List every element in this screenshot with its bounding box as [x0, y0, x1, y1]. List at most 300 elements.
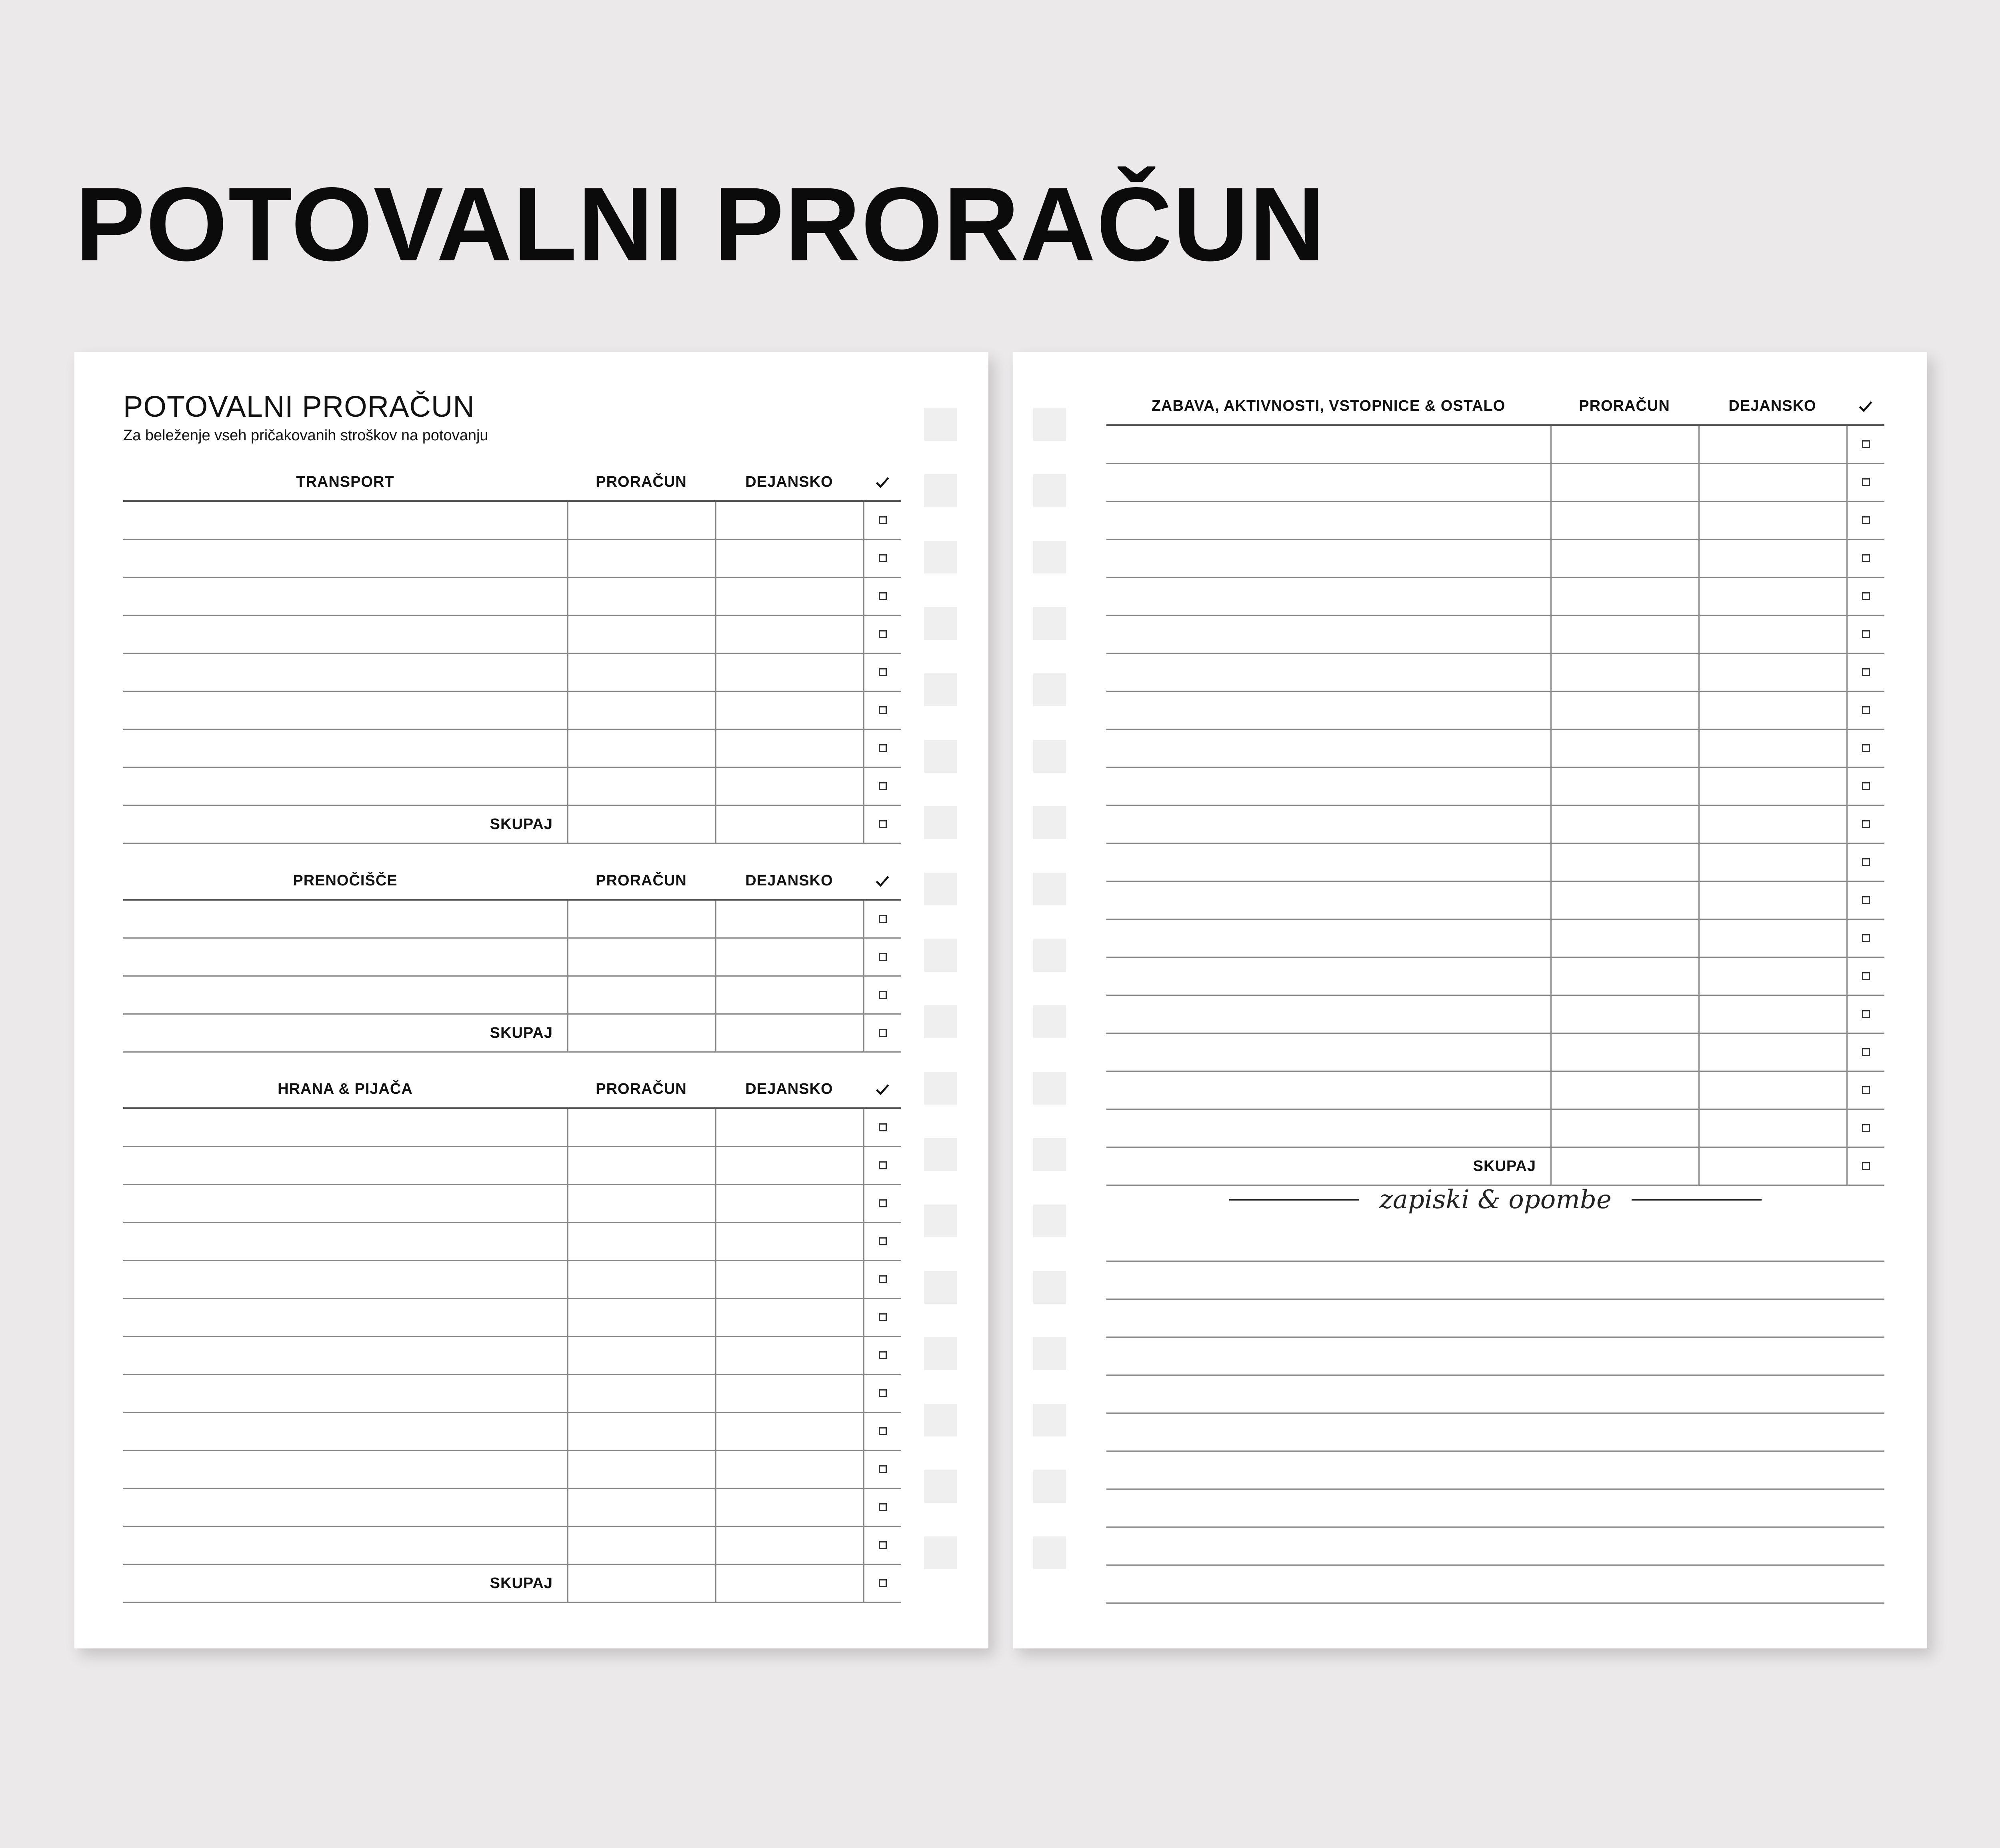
note-line[interactable]: [1106, 1566, 1884, 1604]
budget-field[interactable]: [567, 540, 715, 577]
checkbox[interactable]: [879, 516, 887, 524]
item-field[interactable]: [1106, 806, 1550, 843]
checkbox[interactable]: [1862, 630, 1870, 638]
item-field[interactable]: [123, 939, 567, 975]
checkbox[interactable]: [879, 782, 887, 790]
checkbox[interactable]: [1862, 972, 1870, 980]
budget-field[interactable]: [1550, 654, 1698, 691]
check-column-header: [1846, 388, 1884, 424]
item-field[interactable]: [123, 616, 567, 653]
actual-field[interactable]: [715, 1109, 863, 1146]
checkbox[interactable]: [879, 1579, 887, 1587]
budget-field[interactable]: [1550, 882, 1698, 919]
punch-hole: [1033, 408, 1066, 441]
budget-field[interactable]: [1550, 768, 1698, 805]
note-line[interactable]: [1106, 1300, 1884, 1338]
budget-field[interactable]: [567, 1223, 715, 1260]
total-row: [123, 1015, 901, 1053]
actual-field[interactable]: [715, 1413, 863, 1450]
budget-field[interactable]: [567, 1109, 715, 1146]
note-line[interactable]: [1106, 1224, 1884, 1262]
checkbox-cell: [1846, 1110, 1884, 1147]
checkbox-cell: [863, 616, 901, 653]
checkbox[interactable]: [1862, 554, 1870, 562]
checkbox[interactable]: [879, 915, 887, 923]
punch-hole: [924, 1005, 957, 1038]
table-row: [123, 502, 901, 540]
budget-field[interactable]: [1550, 616, 1698, 653]
actual-field[interactable]: [715, 901, 863, 937]
item-field[interactable]: [1106, 616, 1550, 653]
item-field[interactable]: [1106, 920, 1550, 957]
budget-field[interactable]: [1550, 1110, 1698, 1147]
punch-hole-column: [924, 408, 957, 1603]
transport-table: [123, 464, 901, 844]
budget-field[interactable]: [567, 1489, 715, 1526]
table-row: [123, 1527, 901, 1565]
budget-field[interactable]: [567, 692, 715, 729]
budget-field[interactable]: [567, 1185, 715, 1222]
table-row: [123, 1337, 901, 1375]
total-row: [123, 1565, 901, 1603]
checkbox-cell: [863, 1451, 901, 1488]
actual-field[interactable]: [715, 616, 863, 653]
note-line[interactable]: [1106, 1376, 1884, 1414]
checkbox-cell: [1846, 806, 1884, 843]
checkbox-cell: [863, 730, 901, 767]
table-row: [1106, 1110, 1884, 1148]
checkbox[interactable]: [1862, 706, 1870, 714]
actual-field[interactable]: [715, 1451, 863, 1488]
budget-field[interactable]: [1550, 958, 1698, 995]
checkbox-cell: [1846, 464, 1884, 501]
budget-field[interactable]: [1550, 1072, 1698, 1109]
checkbox-cell: [863, 806, 901, 843]
budget-field[interactable]: [567, 977, 715, 1013]
item-field[interactable]: [123, 730, 567, 767]
punch-hole: [924, 806, 957, 839]
notes-label: zapiski & opombe: [1379, 1185, 1612, 1215]
actual-field[interactable]: [1698, 464, 1846, 501]
item-field[interactable]: [123, 977, 567, 1013]
punch-hole: [1033, 607, 1066, 640]
item-field[interactable]: [123, 1451, 567, 1488]
table-row: [123, 1185, 901, 1223]
table-row: [1106, 502, 1884, 540]
budget-total-field[interactable]: [567, 1015, 715, 1051]
item-field[interactable]: [123, 1223, 567, 1260]
budget-field[interactable]: [1550, 844, 1698, 881]
actual-total-field[interactable]: [715, 1565, 863, 1602]
checkbox-cell: [863, 1527, 901, 1564]
actual-field[interactable]: [715, 939, 863, 975]
item-field[interactable]: [123, 768, 567, 805]
section-label: HRANA & PIJAČA: [278, 1081, 413, 1097]
table-row: [123, 1451, 901, 1489]
checkbox-cell: [863, 1223, 901, 1260]
item-field[interactable]: [1106, 882, 1550, 919]
checkbox[interactable]: [879, 668, 887, 676]
note-line[interactable]: [1106, 1338, 1884, 1376]
sheet-title: POTOVALNI PRORAČUN: [123, 390, 475, 423]
checkbox-cell: [863, 1565, 901, 1602]
item-field[interactable]: [1106, 958, 1550, 995]
checkbox-cell: [863, 939, 901, 975]
item-field[interactable]: [1106, 502, 1550, 539]
item-field[interactable]: [1106, 1110, 1550, 1147]
item-field[interactable]: [1106, 730, 1550, 767]
checkbox-cell: [863, 768, 901, 805]
punch-hole: [924, 541, 957, 573]
checkbox-cell: [1846, 426, 1884, 463]
accommodation-table: [123, 863, 901, 1053]
budget-field[interactable]: [1550, 692, 1698, 729]
item-field[interactable]: [123, 1147, 567, 1184]
item-field[interactable]: [123, 1299, 567, 1336]
table-row: [123, 1413, 901, 1451]
checkbox-cell: [863, 977, 901, 1013]
checkbox[interactable]: [1862, 1010, 1870, 1018]
checkbox[interactable]: [879, 744, 887, 752]
checkbox[interactable]: [1862, 668, 1870, 676]
item-field[interactable]: [1106, 426, 1550, 463]
actual-field[interactable]: [715, 1337, 863, 1374]
actual-field[interactable]: [715, 502, 863, 539]
table-row: [1106, 844, 1884, 882]
budget-field[interactable]: [567, 730, 715, 767]
punch-hole: [924, 474, 957, 507]
hero-title: POTOVALNI PRORAČUN: [75, 166, 1326, 283]
item-field[interactable]: [1106, 1034, 1550, 1071]
checkbox-cell: [863, 1147, 901, 1184]
section-label: PRENOČIŠČE: [293, 872, 398, 889]
actual-field[interactable]: [1698, 806, 1846, 843]
checkbox-cell: [1846, 1034, 1884, 1071]
budget-field[interactable]: [1550, 920, 1698, 957]
budget-field[interactable]: [567, 1337, 715, 1374]
checkbox-cell: [863, 692, 901, 729]
checkbox[interactable]: [1862, 440, 1870, 448]
table-row: [1106, 654, 1884, 692]
budget-field[interactable]: [567, 502, 715, 539]
actual-field[interactable]: [1698, 882, 1846, 919]
right-page: [1013, 352, 1927, 1648]
actual-field[interactable]: [715, 768, 863, 805]
budget-field[interactable]: [1550, 578, 1698, 615]
table-row: [123, 692, 901, 730]
budget-field[interactable]: [1550, 502, 1698, 539]
item-field[interactable]: [1106, 996, 1550, 1033]
check-icon: [874, 1081, 891, 1098]
item-field[interactable]: [123, 1109, 567, 1146]
budget-field[interactable]: [567, 1299, 715, 1336]
item-field[interactable]: [123, 1413, 567, 1450]
note-line[interactable]: [1106, 1528, 1884, 1566]
budget-field[interactable]: [567, 578, 715, 615]
table-row: [1106, 996, 1884, 1034]
checkbox[interactable]: [1862, 516, 1870, 524]
punch-hole: [1033, 1271, 1066, 1304]
actual-column-header: DEJANSKO: [745, 1081, 833, 1097]
item-field[interactable]: [123, 654, 567, 691]
actual-field[interactable]: [1698, 730, 1846, 767]
checkbox-cell: [863, 540, 901, 577]
budget-field[interactable]: [567, 1261, 715, 1298]
checkbox[interactable]: [879, 1503, 887, 1511]
actual-field[interactable]: [715, 692, 863, 729]
checkbox[interactable]: [1862, 478, 1870, 486]
note-line[interactable]: [1106, 1490, 1884, 1528]
checkbox[interactable]: [1862, 1048, 1870, 1056]
checkbox[interactable]: [1862, 1124, 1870, 1132]
item-field[interactable]: [1106, 692, 1550, 729]
checkbox-cell: [1846, 654, 1884, 691]
total-row: [123, 806, 901, 844]
checkbox[interactable]: [1862, 896, 1870, 904]
punch-hole: [1033, 1470, 1066, 1503]
item-field[interactable]: [123, 1527, 567, 1564]
budget-field[interactable]: [567, 1527, 715, 1564]
item-field[interactable]: [1106, 844, 1550, 881]
punch-hole: [1033, 541, 1066, 573]
checkbox[interactable]: [879, 1389, 887, 1397]
notes-lines: [1106, 1224, 1884, 1604]
punch-hole: [924, 1205, 957, 1237]
item-field[interactable]: [1106, 540, 1550, 577]
checkbox[interactable]: [879, 630, 887, 638]
checkbox[interactable]: [1862, 820, 1870, 828]
checkbox-cell: [1846, 996, 1884, 1033]
checkbox-cell: [1846, 882, 1884, 919]
table-row: [1106, 1034, 1884, 1072]
note-line[interactable]: [1106, 1414, 1884, 1452]
actual-field[interactable]: [1698, 616, 1846, 653]
checkbox-cell: [1846, 616, 1884, 653]
budget-field[interactable]: [1550, 996, 1698, 1033]
item-field[interactable]: [123, 692, 567, 729]
actual-field[interactable]: [715, 1147, 863, 1184]
total-label: SKUPAJ: [490, 815, 553, 833]
punch-hole: [1033, 939, 1066, 972]
budget-field[interactable]: [567, 1147, 715, 1184]
checkbox[interactable]: [879, 1541, 887, 1549]
sheet-subtitle: Za beleženje vseh pričakovanih stroškov na potovanju: [123, 427, 488, 444]
actual-field[interactable]: [1698, 654, 1846, 691]
actual-field[interactable]: [1698, 1034, 1846, 1071]
checkbox[interactable]: [879, 953, 887, 961]
budget-total-field[interactable]: [567, 1565, 715, 1602]
table-row: [123, 1147, 901, 1185]
punch-hole: [924, 1404, 957, 1436]
actual-field[interactable]: [1698, 1072, 1846, 1109]
actual-field[interactable]: [1698, 502, 1846, 539]
punch-hole: [1033, 1072, 1066, 1105]
table-row: [123, 1109, 901, 1147]
checkbox-cell: [1846, 1072, 1884, 1109]
actual-field[interactable]: [715, 1527, 863, 1564]
actual-field[interactable]: [1698, 958, 1846, 995]
section-label: ZABAVA, AKTIVNOSTI, VSTOPNICE & OSTALO: [1151, 398, 1506, 414]
table-row: [1106, 730, 1884, 768]
actual-field[interactable]: [715, 654, 863, 691]
table-row: [1106, 1072, 1884, 1110]
checkbox[interactable]: [879, 1465, 887, 1473]
checkbox[interactable]: [879, 1427, 887, 1435]
actual-field[interactable]: [1698, 578, 1846, 615]
actual-field[interactable]: [715, 730, 863, 767]
checkbox[interactable]: [879, 1237, 887, 1245]
item-field[interactable]: [123, 1375, 567, 1412]
budget-field[interactable]: [567, 901, 715, 937]
checkbox-cell: [863, 1489, 901, 1526]
checkbox[interactable]: [1862, 934, 1870, 942]
punch-hole: [1033, 673, 1066, 706]
item-field[interactable]: [123, 578, 567, 615]
punch-hole: [1033, 1005, 1066, 1038]
actual-total-field[interactable]: [715, 806, 863, 843]
actual-field[interactable]: [715, 540, 863, 577]
checkbox[interactable]: [879, 820, 887, 828]
punch-hole: [1033, 474, 1066, 507]
checkbox-cell: [1846, 958, 1884, 995]
notes-header: [1106, 1176, 1884, 1224]
checkbox-cell: [863, 1337, 901, 1374]
note-line[interactable]: [1106, 1452, 1884, 1490]
actual-field[interactable]: [715, 1261, 863, 1298]
budget-field[interactable]: [567, 654, 715, 691]
table-header: [1106, 388, 1884, 426]
checkbox[interactable]: [879, 1161, 887, 1169]
checkbox-cell: [1846, 692, 1884, 729]
item-field[interactable]: [1106, 768, 1550, 805]
punch-hole: [1033, 740, 1066, 773]
actual-total-field[interactable]: [715, 1015, 863, 1051]
budget-field[interactable]: [1550, 1034, 1698, 1071]
budget-field[interactable]: [567, 768, 715, 805]
checkbox[interactable]: [1862, 858, 1870, 866]
table-row: [123, 939, 901, 977]
checkbox[interactable]: [1862, 592, 1870, 600]
checkbox[interactable]: [879, 1351, 887, 1359]
check-icon: [874, 473, 891, 491]
actual-field[interactable]: [715, 1223, 863, 1260]
checkbox[interactable]: [879, 1029, 887, 1037]
punch-hole: [1033, 873, 1066, 905]
budget-column-header: PRORAČUN: [596, 473, 687, 490]
actual-field[interactable]: [715, 1375, 863, 1412]
item-field[interactable]: [123, 1489, 567, 1526]
actual-field[interactable]: [715, 1489, 863, 1526]
budget-field[interactable]: [567, 1451, 715, 1488]
item-field[interactable]: [1106, 464, 1550, 501]
item-field[interactable]: [123, 502, 567, 539]
actual-field[interactable]: [1698, 1110, 1846, 1147]
budget-field[interactable]: [1550, 806, 1698, 843]
punch-hole: [924, 1271, 957, 1304]
checkbox-cell: [863, 1109, 901, 1146]
actual-field[interactable]: [715, 578, 863, 615]
checkbox[interactable]: [879, 991, 887, 999]
budget-field[interactable]: [1550, 730, 1698, 767]
item-field[interactable]: [123, 1261, 567, 1298]
checkbox-cell: [863, 1375, 901, 1412]
checkbox[interactable]: [879, 1313, 887, 1321]
checkbox[interactable]: [879, 554, 887, 562]
table-row: [1106, 426, 1884, 464]
budget-field[interactable]: [567, 939, 715, 975]
actual-field[interactable]: [715, 1185, 863, 1222]
item-field[interactable]: [1106, 578, 1550, 615]
check-column-header: [863, 1071, 901, 1107]
table-row: [123, 654, 901, 692]
notes-section: [1106, 1176, 1884, 1604]
table-row: [123, 540, 901, 578]
actual-field[interactable]: [1698, 920, 1846, 957]
budget-total-field[interactable]: [567, 806, 715, 843]
budget-field[interactable]: [567, 1375, 715, 1412]
checkbox-cell: [1846, 502, 1884, 539]
table-row: [123, 1375, 901, 1413]
actual-field[interactable]: [1698, 426, 1846, 463]
checkbox[interactable]: [879, 592, 887, 600]
checkbox[interactable]: [1862, 1086, 1870, 1094]
actual-field[interactable]: [1698, 540, 1846, 577]
table-row: [1106, 958, 1884, 996]
table-row: [1106, 578, 1884, 616]
budget-field[interactable]: [1550, 464, 1698, 501]
actual-field[interactable]: [1698, 692, 1846, 729]
item-field[interactable]: [123, 1337, 567, 1374]
item-field[interactable]: [1106, 1072, 1550, 1109]
actual-field[interactable]: [1698, 768, 1846, 805]
checkbox[interactable]: [879, 1275, 887, 1283]
budget-field[interactable]: [1550, 426, 1698, 463]
food-table: [123, 1071, 901, 1603]
note-line[interactable]: [1106, 1262, 1884, 1300]
item-field[interactable]: [1106, 654, 1550, 691]
checkbox[interactable]: [879, 1199, 887, 1207]
actual-field[interactable]: [715, 1299, 863, 1336]
checkbox[interactable]: [879, 706, 887, 714]
punch-hole: [1033, 806, 1066, 839]
actual-field[interactable]: [1698, 844, 1846, 881]
checkbox[interactable]: [1862, 782, 1870, 790]
punch-hole: [924, 1337, 957, 1370]
table-header: [123, 863, 901, 901]
checkbox-cell: [863, 578, 901, 615]
punch-hole: [924, 939, 957, 972]
budget-field[interactable]: [1550, 540, 1698, 577]
checkbox[interactable]: [1862, 744, 1870, 752]
entertainment-table: [1106, 388, 1884, 1186]
item-field[interactable]: [123, 901, 567, 937]
table-row: [123, 1489, 901, 1527]
checkbox[interactable]: [1862, 1162, 1870, 1170]
checkbox-cell: [863, 1299, 901, 1336]
actual-field[interactable]: [715, 977, 863, 1013]
budget-column-header: PRORAČUN: [596, 1081, 687, 1097]
checkbox-cell: [1846, 768, 1884, 805]
table-row: [123, 1261, 901, 1299]
actual-field[interactable]: [1698, 996, 1846, 1033]
checkbox[interactable]: [879, 1123, 887, 1131]
budget-field[interactable]: [567, 616, 715, 653]
punch-hole: [924, 873, 957, 905]
item-field[interactable]: [123, 540, 567, 577]
budget-field[interactable]: [567, 1413, 715, 1450]
item-field[interactable]: [123, 1185, 567, 1222]
table-row: [1106, 920, 1884, 958]
